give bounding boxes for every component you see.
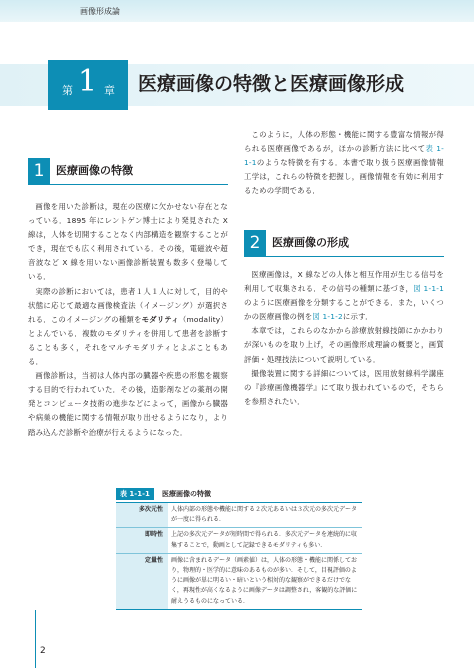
- section-1-paragraph-1: 画像を用いた診断は，現在の医療に欠かせない存在となっている．1895 年にレントゲン博士により発見された X 線は，人体を切開することなく内部構造を観察することができ，現在でも広く利用されている．その後，電磁波や超音波など X 線を用いない画像診断装置も数多く登場している．: [28, 202, 228, 282]
- table-1-1-1: [116, 488, 362, 610]
- page-number: 2: [40, 646, 46, 656]
- page-margin-line: [35, 610, 36, 668]
- section-2-body: [244, 268, 444, 409]
- section-1-number: 1: [28, 158, 50, 184]
- features-table: [116, 502, 362, 610]
- table-tag: 表 1-1-1: [116, 488, 154, 500]
- section-1-heading: [28, 158, 228, 185]
- table-row: [116, 553, 362, 609]
- table-row: [116, 528, 362, 553]
- section-1-title: 医療画像の特徴: [56, 164, 133, 177]
- row-text: 画像に含まれるデータ（画素値）は，人体の形態・機能に関係しており，物理的・医学的に意味のあるものが多い．そして，目視評価のように画像が単に明るい・暗いという相対的な観察ができるだけでなく，再現性が高くなるように画像データは調整され，客観的な評価に耐えうるものになっている．: [168, 553, 362, 609]
- section-2-paragraph-2: 本章では，これらのなかから診療放射線技師にかかわりが深いものを取り上げ，その画像形成理論の概要と，画質評価・処理技法について説明している．: [244, 326, 444, 364]
- section-2-paragraph-3: 撮像装置に関する詳細については，医用放射線科学講座の『診療画像機器学』にて取り扱われているので，そちらを参照されたい．: [244, 368, 444, 406]
- table-row: [116, 503, 362, 528]
- row-label: 多次元性: [116, 503, 168, 528]
- chapter-title: 医療画像の特徴と医療画像形成: [138, 73, 405, 95]
- modality-term: モダリティ: [141, 314, 179, 324]
- table-ref-link[interactable]: 表 1-1-1: [244, 144, 444, 168]
- section-1-body: [28, 200, 228, 440]
- part-title: 画像形成論: [80, 7, 120, 16]
- row-label: 定量性: [116, 553, 168, 609]
- table-caption: [116, 488, 362, 500]
- right-intro-text: [244, 128, 444, 198]
- header-bar: [0, 0, 474, 22]
- figure-ref-1-link[interactable]: 図 1-1-1: [413, 284, 444, 294]
- section-1-paragraph-3: 画像診断は，当初は人体内部の臓器や疾患の形態を観察する目的で行われていた．その後，造影剤などの薬剤の開発とコンピュータ技術の進歩などによって，画像から臓器や病巣の機能に関する情報が取り出せるようになり，より踏み込んだ診断や治療が行えるようになった．: [28, 371, 228, 437]
- row-label: 即時性: [116, 528, 168, 553]
- row-text: 人体内部の形態や機能に関する２次元あるいは３次元の多次元データが一度に得られる．: [168, 503, 362, 528]
- chapter-badge: [48, 60, 128, 110]
- section-1-paragraph-2: 実際の診断においては，患者１人１人に対して，目的や状態に応じて最適な画像検査法（イメージング）が選択される．このイメージングの種類をモダリティ（modality）とよんでいる．複数のモダリティを併用して患者を診断することも多く，それをマルチモダリティとよぶこともある．: [28, 286, 228, 367]
- chapter-prefix: 第: [62, 84, 73, 97]
- figure-ref-2-link[interactable]: 図 1-1-2: [312, 312, 343, 322]
- section-2-paragraph-1: 医療画像は，X 線などの人体と相互作用が生じる信号を利用して収集される．その信号の種類に基づき，図 1-1-1のように医療画像を分類することができる．また，いくつかの医療画像の例を図 1-1-2に示す．: [244, 270, 444, 322]
- row-text: 上記の多次元データが短時間で得られる．多次元データを連続的に収集することで，動画として記録できるモダリティも多い．: [168, 528, 362, 553]
- section-2-heading: [244, 230, 444, 257]
- right-intro-paragraph: このように，人体の形態・機能に関する豊富な情報が得られる医療画像であるが，ほかの診断方法に比べて表 1-1-1のような特徴を有する．本書で取り扱う医療画像情報工学は，これらの特徴を把握し，画像情報を有効に利用するための学問である．: [244, 130, 444, 196]
- section-2-title: 医療画像の形成: [272, 236, 349, 249]
- chapter-suffix: 章: [104, 84, 115, 97]
- table-title: 医療画像の特徴: [162, 490, 211, 498]
- chapter-number: 1: [78, 64, 98, 99]
- section-2-number: 2: [244, 230, 266, 256]
